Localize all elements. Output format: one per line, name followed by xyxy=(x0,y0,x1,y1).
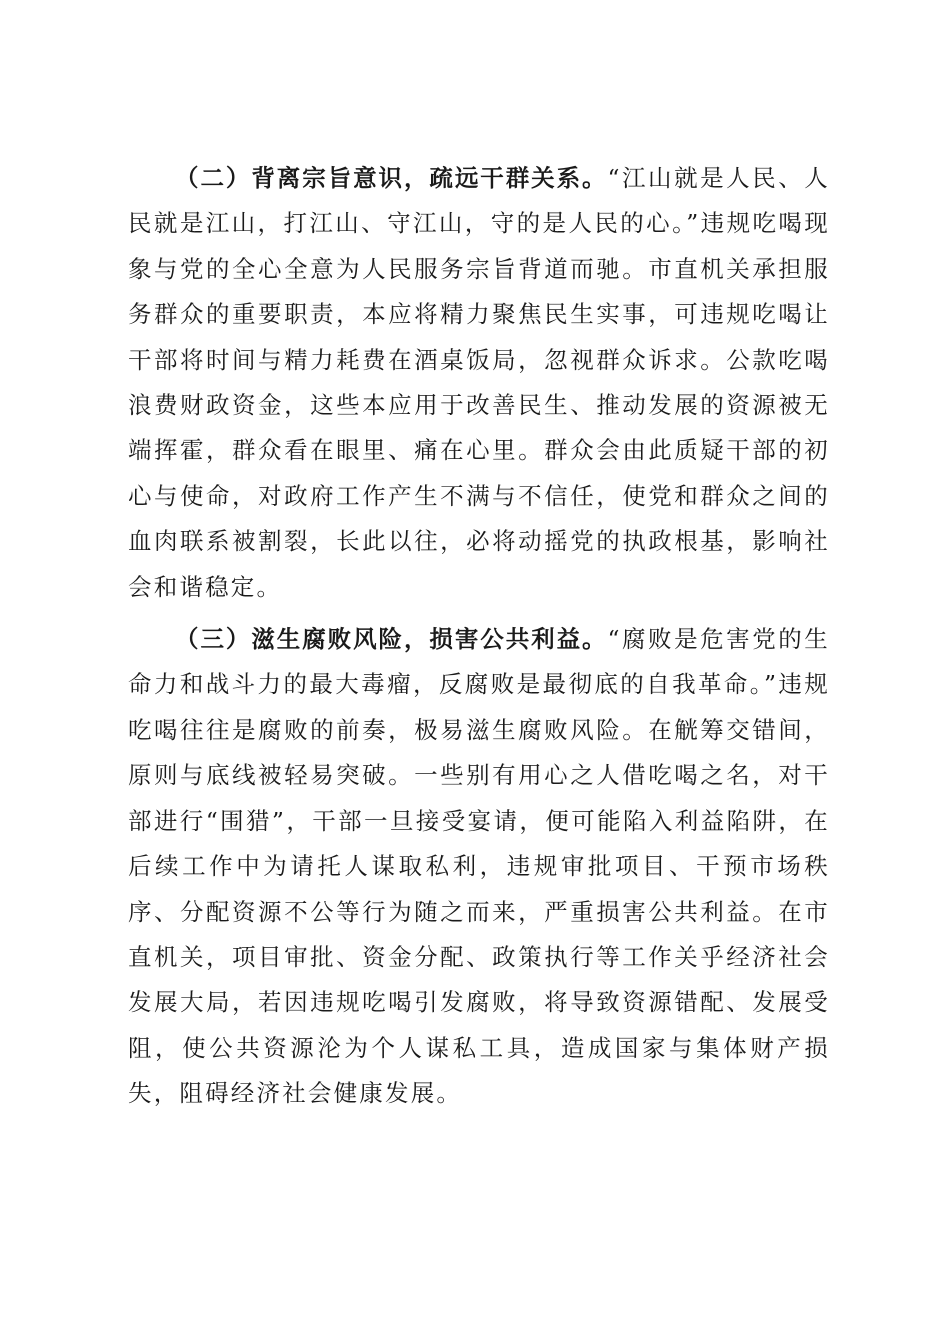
section-heading-2: （二）背离宗旨意识，疏远干群关系。 xyxy=(175,164,608,192)
paragraph-section-3 xyxy=(128,617,830,1116)
paragraph-section-2 xyxy=(128,156,830,610)
section-heading-3: （三）滋生腐败风险，损害公共利益。 xyxy=(175,625,608,654)
section-body-3: “腐败是危害党的生命力和战斗力的最大毒瘤，反腐败是最彻底的自我革命。”违规吃喝往往是腐败的前奏，极易滋生腐败风险。在觥筹交错间，原则与底线被轻易突破。一些别有用心之人借吃喝之名，对干部进行“围猎”，干部一旦接受宴请，便可能陷入利益陷阱，在后续工作中为请托人谋取私利，违规审批项目、干预市场秩序、分配资源不公等行为随之而来，严重损害公共利益。在市直机关，项目审批、资金分配、政策执行等工作关乎经济社会发展大局，若因违规吃喝引发腐败，将导致资源错配、发展受阻，使公共资源沦为个人谋私工具，造成国家与集体财产损失，阻碍经济社会健康发展。 xyxy=(128,625,830,1108)
document-body xyxy=(128,156,830,1117)
section-body-2: “江山就是人民、人民就是江山，打江山、守江山，守的是人民的心。”违规吃喝现象与党的全心全意为人民服务宗旨背道而驰。市直机关承担服务群众的重要职责，本应将精力聚焦民生实事，可违规吃喝让干部将时间与精力耗费在酒桌饭局，忽视群众诉求。公款吃喝浪费财政资金，这些本应用于改善民生、推动发展的资源被无端挥霍，群众看在眼里、痛在心里。群众会由此质疑干部的初心与使命，对政府工作产生不满与不信任，使党和群众之间的血肉联系被割裂，长此以往，必将动摇党的执政根基，影响社会和谐稳定。 xyxy=(128,164,830,601)
